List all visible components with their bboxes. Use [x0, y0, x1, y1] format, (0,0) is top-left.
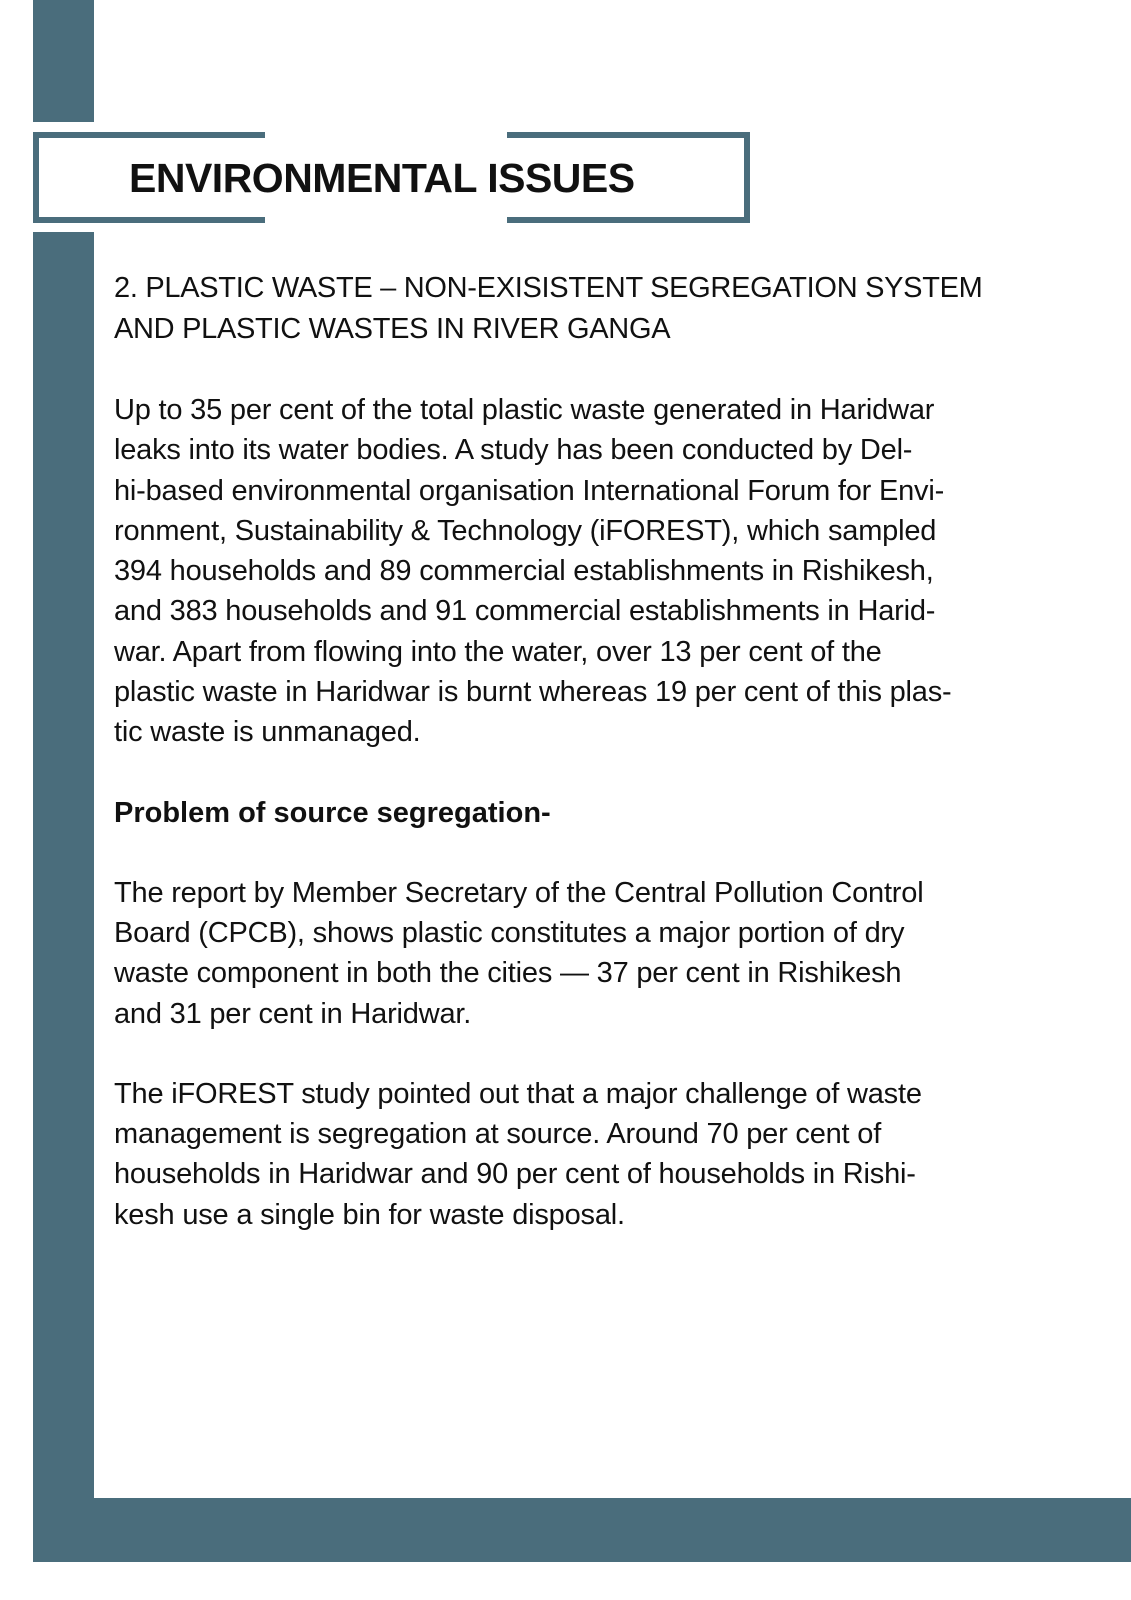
text-line: Up to 35 per cent of the total plastic waste generated in Haridwar — [114, 394, 935, 426]
text-line: 394 households and 89 commercial establishments in Rishikesh, — [114, 555, 934, 588]
section-heading-line: AND PLASTIC WASTES IN RIVER GANGA — [114, 313, 671, 345]
text-line: The iFOREST study pointed out that a major challenge of waste — [114, 1077, 922, 1110]
intro-paragraph — [114, 390, 1072, 753]
text-line: kesh use a single bin for waste disposal. — [114, 1198, 625, 1231]
accent-bar-bottom — [33, 1498, 1131, 1562]
page-title: ENVIRONMENTAL ISSUES — [129, 155, 635, 201]
section-heading-line: 2. PLASTIC WASTE – NON-EXISISTENT SEGREGATION SYSTEM — [114, 272, 983, 304]
text-line: hi-based environmental organisation International Forum for Envi- — [114, 474, 945, 507]
text-line: war. Apart from flowing into the water, over 13 per cent of the — [114, 635, 882, 668]
text-line: plastic waste in Haridwar is burnt whereas 19 per cent of this plas- — [114, 676, 952, 709]
text-line: and 383 households and 91 commercial establishments in Harid- — [114, 595, 936, 628]
text-line: households in Haridwar and 90 per cent of households in Rishi- — [114, 1158, 916, 1191]
accent-bar-left — [33, 232, 94, 1562]
text-line: waste component in both the cities — 37 per cent in Rishikesh — [114, 957, 902, 990]
article-body — [114, 268, 1072, 1235]
section-heading — [114, 268, 1072, 350]
subheading: Problem of source segregation- — [114, 796, 551, 829]
iforest-paragraph — [114, 1074, 1072, 1235]
text-line: leaks into its water bodies. A study has been conducted by Del- — [114, 434, 913, 467]
text-line: Board (CPCB), shows plastic constitutes a major portion of dry — [114, 916, 905, 949]
cpcb-paragraph — [114, 873, 1072, 1034]
text-line: management is segregation at source. Around 70 per cent of — [114, 1118, 882, 1151]
text-line: The report by Member Secretary of the Central Pollution Control — [114, 876, 924, 909]
accent-bar-top — [33, 0, 94, 122]
text-line: tic waste is unmanaged. — [114, 716, 421, 749]
text-line: and 31 per cent in Haridwar. — [114, 997, 472, 1030]
text-line: ronment, Sustainability & Technology (iFOREST), which sampled — [114, 514, 937, 547]
